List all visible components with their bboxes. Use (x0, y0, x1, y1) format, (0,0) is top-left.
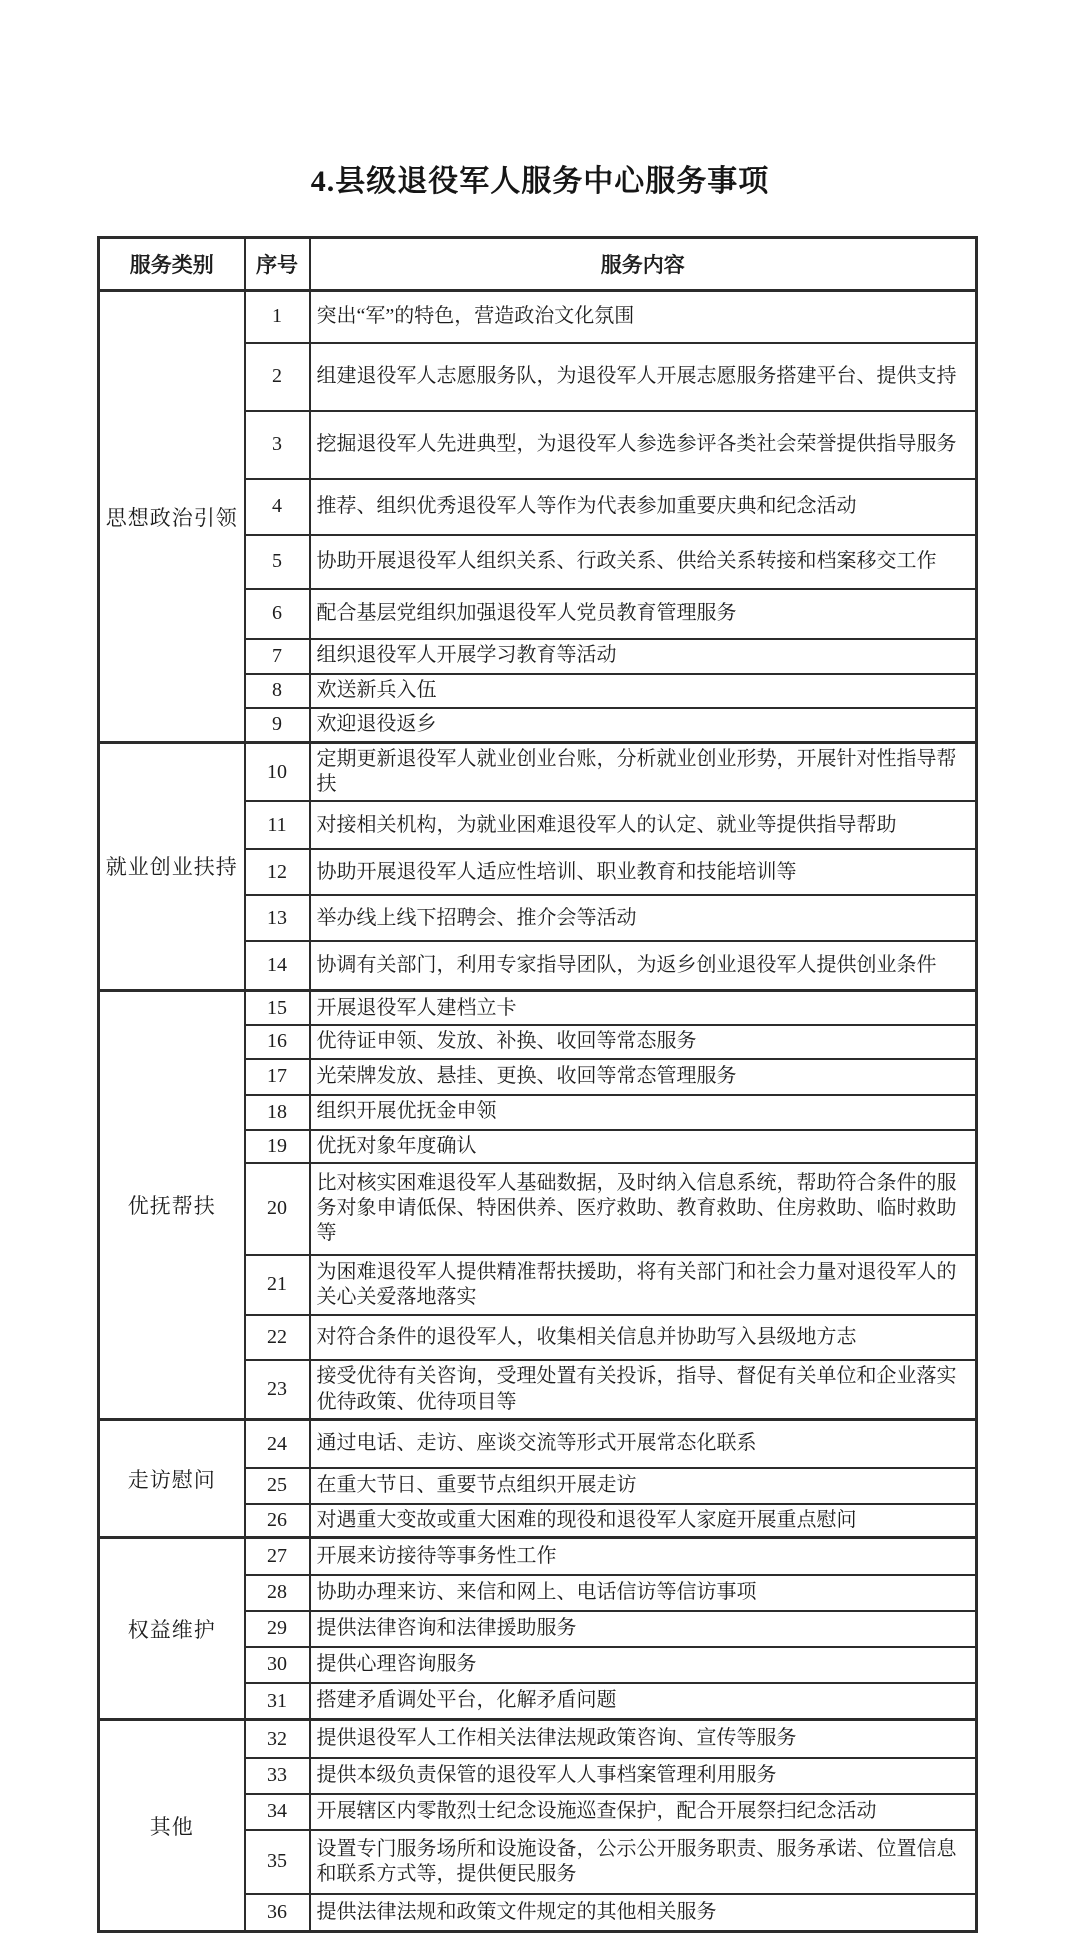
row-number-cell: 12 (245, 849, 310, 895)
row-content-cell: 为困难退役军人提供精准帮扶援助，将有关部门和社会力量对退役军人的关心关爱落地落实 (310, 1255, 977, 1315)
row-number-cell: 15 (245, 990, 310, 1025)
row-number-cell: 11 (245, 801, 310, 849)
row-number-cell: 9 (245, 708, 310, 743)
row-content-cell: 协助开展退役军人组织关系、行政关系、供给关系转接和档案移交工作 (310, 535, 977, 589)
row-content-cell: 提供法律咨询和法律援助服务 (310, 1611, 977, 1647)
row-number-cell: 5 (245, 535, 310, 589)
row-content-cell: 协助办理来访、来信和网上、电话信访等信访事项 (310, 1575, 977, 1611)
col-header-content: 服务内容 (310, 238, 977, 291)
row-number-cell: 23 (245, 1360, 310, 1420)
row-content-cell: 光荣牌发放、悬挂、更换、收回等常态管理服务 (310, 1059, 977, 1095)
row-content-cell: 提供退役军人工作相关法律法规政策咨询、宣传等服务 (310, 1720, 977, 1758)
row-content-cell: 配合基层党组织加强退役军人党员教育管理服务 (310, 589, 977, 639)
row-content-cell: 挖掘退役军人先进典型，为退役军人参选参评各类社会荣誉提供指导服务 (310, 411, 977, 479)
page-title: 4.县级退役军人服务中心服务事项 (310, 165, 770, 198)
row-number-cell: 1 (245, 291, 310, 343)
category-cell: 思想政治引领 (99, 291, 245, 743)
row-number-cell: 30 (245, 1647, 310, 1683)
row-content-cell: 开展退役军人建档立卡 (310, 990, 977, 1025)
row-content-cell: 提供法律法规和政策文件规定的其他相关服务 (310, 1894, 977, 1932)
row-number-cell: 4 (245, 479, 310, 535)
row-number-cell: 36 (245, 1894, 310, 1932)
col-header-category: 服务类别 (99, 238, 245, 291)
row-number-cell: 13 (245, 895, 310, 941)
row-number-cell: 31 (245, 1683, 310, 1720)
row-content-cell: 组织退役军人开展学习教育等活动 (310, 639, 977, 674)
row-number-cell: 26 (245, 1504, 310, 1538)
table-row (99, 1538, 977, 1575)
row-number-cell: 21 (245, 1255, 310, 1315)
row-content-cell: 突出“军”的特色，营造政治文化氛围 (310, 291, 977, 343)
row-number-cell: 25 (245, 1468, 310, 1504)
row-content-cell: 接受优待有关咨询，受理处置有关投诉，指导、督促有关单位和企业落实优待政策、优待项目等 (310, 1360, 977, 1420)
row-content-cell: 开展来访接待等事务性工作 (310, 1538, 977, 1575)
row-number-cell: 24 (245, 1420, 310, 1468)
row-number-cell: 19 (245, 1130, 310, 1163)
row-content-cell: 协助开展退役军人适应性培训、职业教育和技能培训等 (310, 849, 977, 895)
row-content-cell: 搭建矛盾调处平台，化解矛盾问题 (310, 1683, 977, 1720)
row-number-cell: 2 (245, 343, 310, 411)
row-content-cell: 在重大节日、重要节点组织开展走访 (310, 1468, 977, 1504)
row-number-cell: 8 (245, 674, 310, 708)
header-row (99, 238, 977, 291)
row-content-cell: 对符合条件的退役军人，收集相关信息并协助写入县级地方志 (310, 1315, 977, 1360)
row-number-cell: 3 (245, 411, 310, 479)
col-header-number: 序号 (245, 238, 310, 291)
row-content-cell: 举办线上线下招聘会、推介会等活动 (310, 895, 977, 941)
row-content-cell: 对接相关机构，为就业困难退役军人的认定、就业等提供指导帮助 (310, 801, 977, 849)
row-number-cell: 7 (245, 639, 310, 674)
row-number-cell: 17 (245, 1059, 310, 1095)
category-cell: 优抚帮扶 (99, 990, 245, 1419)
row-number-cell: 27 (245, 1538, 310, 1575)
table-row (99, 990, 977, 1025)
row-number-cell: 20 (245, 1163, 310, 1255)
row-content-cell: 欢送新兵入伍 (310, 674, 977, 708)
row-number-cell: 6 (245, 589, 310, 639)
row-content-cell: 提供本级负责保管的退役军人人事档案管理利用服务 (310, 1758, 977, 1794)
table-row (99, 1720, 977, 1758)
service-items-table (97, 236, 978, 1933)
row-content-cell: 优抚对象年度确认 (310, 1130, 977, 1163)
row-content-cell: 推荐、组织优秀退役军人等作为代表参加重要庆典和纪念活动 (310, 479, 977, 535)
row-number-cell: 33 (245, 1758, 310, 1794)
row-number-cell: 28 (245, 1575, 310, 1611)
row-content-cell: 通过电话、走访、座谈交流等形式开展常态化联系 (310, 1420, 977, 1468)
row-number-cell: 16 (245, 1025, 310, 1058)
row-number-cell: 34 (245, 1794, 310, 1830)
table-row (99, 1420, 977, 1468)
row-number-cell: 14 (245, 941, 310, 990)
row-content-cell: 组织开展优抚金申领 (310, 1095, 977, 1130)
row-content-cell: 优待证申领、发放、补换、收回等常态服务 (310, 1025, 977, 1058)
category-cell: 走访慰问 (99, 1420, 245, 1538)
row-number-cell: 22 (245, 1315, 310, 1360)
row-content-cell: 比对核实困难退役军人基础数据，及时纳入信息系统，帮助符合条件的服务对象申请低保、特困供养、医疗救助、教育救助、住房救助、临时救助等 (310, 1163, 977, 1255)
table-row (99, 743, 977, 802)
row-number-cell: 29 (245, 1611, 310, 1647)
row-number-cell: 32 (245, 1720, 310, 1758)
row-number-cell: 18 (245, 1095, 310, 1130)
row-content-cell: 提供心理咨询服务 (310, 1647, 977, 1683)
table-row (99, 291, 977, 343)
row-content-cell: 组建退役军人志愿服务队，为退役军人开展志愿服务搭建平台、提供支持 (310, 343, 977, 411)
category-cell: 其他 (99, 1720, 245, 1932)
row-content-cell: 欢迎退役返乡 (310, 708, 977, 743)
row-number-cell: 35 (245, 1830, 310, 1894)
row-content-cell: 对遇重大变故或重大困难的现役和退役军人家庭开展重点慰问 (310, 1504, 977, 1538)
row-content-cell: 定期更新退役军人就业创业台账，分析就业创业形势，开展针对性指导帮扶 (310, 743, 977, 802)
category-cell: 权益维护 (99, 1538, 245, 1720)
row-number-cell: 10 (245, 743, 310, 802)
row-content-cell: 协调有关部门，利用专家指导团队，为返乡创业退役军人提供创业条件 (310, 941, 977, 990)
row-content-cell: 设置专门服务场所和设施设备，公示公开服务职责、服务承诺、位置信息和联系方式等，提供便民服务 (310, 1830, 977, 1894)
category-cell: 就业创业扶持 (99, 743, 245, 991)
row-content-cell: 开展辖区内零散烈士纪念设施巡查保护，配合开展祭扫纪念活动 (310, 1794, 977, 1830)
